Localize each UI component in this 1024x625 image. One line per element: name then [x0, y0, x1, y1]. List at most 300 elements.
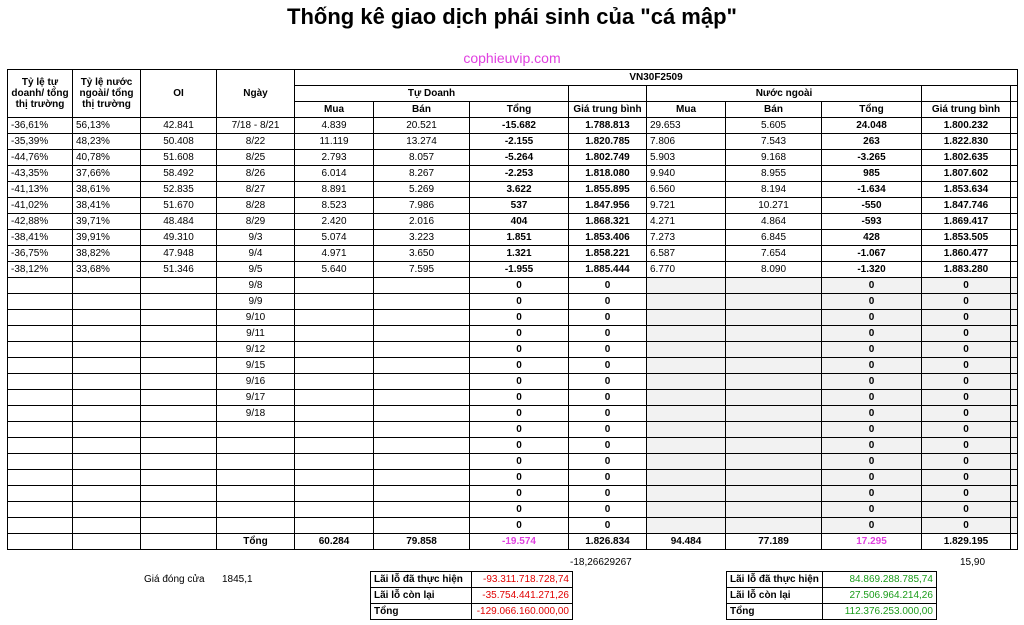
cell-nn-avg: 0: [922, 502, 1011, 518]
cell-nn-avg: 0: [922, 454, 1011, 470]
cell-td-sell: 7.986: [374, 198, 470, 214]
cell-oi: 51.608: [141, 150, 217, 166]
cell-td-total: 0: [470, 486, 569, 502]
cell-nn-avg: 0: [922, 310, 1011, 326]
cell-td-buy: [295, 390, 374, 406]
cell-nn-buy: [647, 470, 726, 486]
pl-td-open-label: Lãi lỗ còn lại: [371, 588, 472, 604]
cell-nn-sell: 9.168: [726, 150, 822, 166]
pl-row: [371, 572, 573, 588]
table-row: [8, 358, 1018, 374]
cell-nn-total: -3.265: [822, 150, 922, 166]
cell-nn-sell: 7.654: [726, 246, 822, 262]
cell-nn-avg: 0: [922, 390, 1011, 406]
totals-td-total: -19.574: [470, 534, 569, 550]
totals-nn-total: 17.295: [822, 534, 922, 550]
row-spacer: [1011, 182, 1018, 198]
header-td-ratio: Tỷ lệ tự doanh/ tổng thị trường: [8, 70, 73, 118]
cell-td-buy: [295, 470, 374, 486]
table-row: [8, 486, 1018, 502]
cell-nn-total: 0: [822, 518, 922, 534]
cell-td-total: 0: [470, 326, 569, 342]
cell-td-total: 0: [470, 342, 569, 358]
cell-nn-total: 0: [822, 470, 922, 486]
cell-date: 8/29: [217, 214, 295, 230]
cell-nn-avg: 1.853.505: [922, 230, 1011, 246]
header-spacer: [1011, 86, 1018, 102]
cell-nn-ratio: [73, 342, 141, 358]
cell-date: 9/10: [217, 310, 295, 326]
header-td-buy: Mua: [295, 102, 374, 118]
cell-td-ratio: [8, 326, 73, 342]
cell-nn-total: 985: [822, 166, 922, 182]
cell-nn-ratio: 39,91%: [73, 230, 141, 246]
cell-nn-buy: 9.940: [647, 166, 726, 182]
cell-td-buy: [295, 422, 374, 438]
total-cell: [8, 534, 73, 550]
cell-td-ratio: [8, 406, 73, 422]
pl-row: [727, 604, 937, 620]
cell-td-buy: 8.523: [295, 198, 374, 214]
cell-nn-total: 0: [822, 422, 922, 438]
header-group-nn: Nước ngoài: [647, 86, 922, 102]
cell-td-sell: 3.223: [374, 230, 470, 246]
cell-oi: [141, 342, 217, 358]
cell-td-sell: [374, 486, 470, 502]
cell-nn-buy: 6.770: [647, 262, 726, 278]
cell-td-total: 0: [470, 438, 569, 454]
cell-td-buy: 2.793: [295, 150, 374, 166]
table-row: [8, 214, 1018, 230]
pl-row: [371, 588, 573, 604]
header-nn-ratio: Tỷ lệ nước ngoài/ tổng thị trường: [73, 70, 141, 118]
cell-td-total: 3.622: [470, 182, 569, 198]
row-spacer: [1011, 278, 1018, 294]
cell-td-buy: 8.891: [295, 182, 374, 198]
table-body: [8, 118, 1018, 534]
header-oi: OI: [141, 70, 217, 118]
cell-nn-ratio: 37,66%: [73, 166, 141, 182]
cell-td-ratio: [8, 374, 73, 390]
cell-oi: [141, 310, 217, 326]
pl-nn-realized-value: 84.869.288.785,74: [822, 572, 936, 588]
cell-td-total: 0: [470, 358, 569, 374]
cell-td-sell: 5.269: [374, 182, 470, 198]
cell-td-sell: 8.057: [374, 150, 470, 166]
cell-nn-sell: [726, 518, 822, 534]
cell-td-avg: 1.855.895: [569, 182, 647, 198]
cell-date: 9/18: [217, 406, 295, 422]
pl-row: [727, 572, 937, 588]
cell-td-avg: 0: [569, 438, 647, 454]
cell-nn-ratio: [73, 310, 141, 326]
cell-td-avg: 0: [569, 486, 647, 502]
total-cell: [1011, 534, 1018, 550]
header-nn-total: Tổng: [822, 102, 922, 118]
cell-oi: [141, 278, 217, 294]
header-spacer: [1011, 102, 1018, 118]
cell-td-sell: [374, 470, 470, 486]
cell-oi: [141, 486, 217, 502]
cell-td-avg: 1.802.749: [569, 150, 647, 166]
cell-td-ratio: [8, 486, 73, 502]
cell-nn-sell: 8.090: [726, 262, 822, 278]
table-row: [8, 390, 1018, 406]
cell-td-avg: 0: [569, 406, 647, 422]
cell-nn-ratio: [73, 326, 141, 342]
cell-td-ratio: [8, 502, 73, 518]
cell-nn-sell: [726, 310, 822, 326]
cell-date: 9/16: [217, 374, 295, 390]
cell-td-ratio: [8, 310, 73, 326]
cell-td-ratio: [8, 438, 73, 454]
cell-td-sell: [374, 310, 470, 326]
cell-date: 9/12: [217, 342, 295, 358]
totals-td-sell: 79.858: [374, 534, 470, 550]
cell-nn-total: 0: [822, 406, 922, 422]
row-spacer: [1011, 486, 1018, 502]
cell-date: [217, 422, 295, 438]
cell-td-sell: [374, 518, 470, 534]
cell-td-avg: 0: [569, 278, 647, 294]
cell-nn-ratio: [73, 438, 141, 454]
cell-date: 9/4: [217, 246, 295, 262]
cell-nn-total: -593: [822, 214, 922, 230]
cell-td-total: 0: [470, 310, 569, 326]
cell-td-total: -1.955: [470, 262, 569, 278]
cell-td-total: 404: [470, 214, 569, 230]
cell-nn-buy: [647, 374, 726, 390]
row-spacer: [1011, 518, 1018, 534]
cell-nn-avg: 1.860.477: [922, 246, 1011, 262]
cell-td-avg: 0: [569, 518, 647, 534]
cell-nn-ratio: [73, 470, 141, 486]
cell-td-buy: 4.839: [295, 118, 374, 134]
header-date: Ngày: [217, 70, 295, 118]
total-cell: [141, 534, 217, 550]
row-spacer: [1011, 134, 1018, 150]
cell-nn-buy: 9.721: [647, 198, 726, 214]
cell-td-ratio: [8, 342, 73, 358]
row-spacer: [1011, 214, 1018, 230]
header-td-sell: Bán: [374, 102, 470, 118]
row-spacer: [1011, 342, 1018, 358]
cell-td-total: 0: [470, 294, 569, 310]
cell-nn-avg: 0: [922, 358, 1011, 374]
cell-date: 7/18 - 8/21: [217, 118, 295, 134]
cell-td-buy: [295, 326, 374, 342]
cell-nn-ratio: [73, 278, 141, 294]
cell-date: 9/8: [217, 278, 295, 294]
cell-nn-buy: 7.806: [647, 134, 726, 150]
cell-date: [217, 470, 295, 486]
cell-nn-ratio: [73, 486, 141, 502]
pl-row: [371, 604, 573, 620]
cell-nn-avg: 0: [922, 294, 1011, 310]
cell-oi: 47.948: [141, 246, 217, 262]
cell-date: 8/27: [217, 182, 295, 198]
pl-td-total-value: -129.066.160.000,00: [472, 604, 573, 620]
cell-td-avg: 0: [569, 310, 647, 326]
cell-nn-sell: 4.864: [726, 214, 822, 230]
cell-td-avg: 0: [569, 342, 647, 358]
cell-oi: 48.484: [141, 214, 217, 230]
cell-nn-avg: 1.807.602: [922, 166, 1011, 182]
cell-date: 8/26: [217, 166, 295, 182]
cell-oi: 50.408: [141, 134, 217, 150]
header-nn-sell: Bán: [726, 102, 822, 118]
cell-td-ratio: -36,61%: [8, 118, 73, 134]
header-spacer: [569, 86, 647, 102]
cell-oi: 51.670: [141, 198, 217, 214]
cell-nn-sell: [726, 278, 822, 294]
cell-nn-buy: [647, 358, 726, 374]
cell-oi: [141, 374, 217, 390]
cell-nn-total: 0: [822, 454, 922, 470]
table-row: [8, 278, 1018, 294]
cell-td-total: 0: [470, 406, 569, 422]
row-spacer: [1011, 502, 1018, 518]
cell-nn-ratio: [73, 502, 141, 518]
totals-nn-avg: 1.829.195: [922, 534, 1011, 550]
cell-td-ratio: -41,13%: [8, 182, 73, 198]
cell-nn-avg: 1.853.634: [922, 182, 1011, 198]
cell-nn-buy: 5.903: [647, 150, 726, 166]
cell-nn-sell: [726, 374, 822, 390]
cell-td-ratio: -43,35%: [8, 166, 73, 182]
table-row: [8, 230, 1018, 246]
cell-oi: [141, 294, 217, 310]
cell-td-sell: 8.267: [374, 166, 470, 182]
row-spacer: [1011, 230, 1018, 246]
cell-nn-buy: [647, 278, 726, 294]
cell-nn-avg: 0: [922, 326, 1011, 342]
cell-td-avg: 1.820.785: [569, 134, 647, 150]
cell-nn-buy: [647, 294, 726, 310]
cell-td-buy: [295, 454, 374, 470]
cell-nn-total: 0: [822, 438, 922, 454]
cell-td-avg: 1.853.406: [569, 230, 647, 246]
cell-date: [217, 438, 295, 454]
cell-nn-total: 428: [822, 230, 922, 246]
cell-td-ratio: -35,39%: [8, 134, 73, 150]
cell-nn-ratio: 38,41%: [73, 198, 141, 214]
cell-nn-sell: [726, 294, 822, 310]
row-spacer: [1011, 470, 1018, 486]
cell-nn-buy: [647, 342, 726, 358]
cell-td-avg: 0: [569, 502, 647, 518]
cell-nn-ratio: 48,23%: [73, 134, 141, 150]
cell-td-ratio: [8, 422, 73, 438]
table-row: [8, 406, 1018, 422]
cell-td-total: 0: [470, 374, 569, 390]
row-spacer: [1011, 358, 1018, 374]
cell-td-avg: 0: [569, 358, 647, 374]
cell-td-ratio: -36,75%: [8, 246, 73, 262]
cell-oi: [141, 326, 217, 342]
header-group-td: Tự Doanh: [295, 86, 569, 102]
cell-td-ratio: [8, 390, 73, 406]
table-row: [8, 326, 1018, 342]
cell-td-ratio: [8, 294, 73, 310]
pl-td-realized-value: -93.311.718.728,74: [472, 572, 573, 588]
cell-td-buy: [295, 406, 374, 422]
cell-oi: 49.310: [141, 230, 217, 246]
cell-nn-avg: 0: [922, 342, 1011, 358]
cell-td-sell: [374, 342, 470, 358]
header-td-total: Tổng: [470, 102, 569, 118]
cell-td-ratio: -38,12%: [8, 262, 73, 278]
cell-td-sell: [374, 294, 470, 310]
table-row: [8, 342, 1018, 358]
cell-date: 9/11: [217, 326, 295, 342]
cell-nn-avg: 0: [922, 278, 1011, 294]
cell-td-total: 0: [470, 470, 569, 486]
pl-nn-realized-label: Lãi lỗ đã thực hiện: [727, 572, 823, 588]
cell-oi: [141, 390, 217, 406]
cell-nn-sell: [726, 486, 822, 502]
cell-nn-total: -1.634: [822, 182, 922, 198]
totals-nn-sell: 77.189: [726, 534, 822, 550]
header-td-avg: Giá trung bình: [569, 102, 647, 118]
cell-oi: [141, 502, 217, 518]
cell-nn-total: -1.067: [822, 246, 922, 262]
table-row: [8, 118, 1018, 134]
cell-nn-sell: [726, 438, 822, 454]
cell-nn-total: 0: [822, 390, 922, 406]
cell-nn-avg: 1.822.830: [922, 134, 1011, 150]
table-row: [8, 438, 1018, 454]
cell-nn-avg: 0: [922, 422, 1011, 438]
cell-td-ratio: [8, 358, 73, 374]
cell-td-avg: 0: [569, 454, 647, 470]
table-row: [8, 198, 1018, 214]
totals-row: [8, 534, 1018, 550]
cell-nn-buy: 6.587: [647, 246, 726, 262]
cell-nn-ratio: 38,82%: [73, 246, 141, 262]
cell-td-sell: [374, 422, 470, 438]
row-spacer: [1011, 422, 1018, 438]
totals-td-avg: 1.826.834: [569, 534, 647, 550]
cell-td-ratio: [8, 454, 73, 470]
cell-td-ratio: [8, 278, 73, 294]
header-nn-buy: Mua: [647, 102, 726, 118]
cell-nn-ratio: [73, 358, 141, 374]
cell-nn-buy: [647, 438, 726, 454]
cell-nn-total: 0: [822, 342, 922, 358]
cell-nn-avg: 1.802.635: [922, 150, 1011, 166]
row-spacer: [1011, 390, 1018, 406]
cell-td-buy: 5.074: [295, 230, 374, 246]
cell-oi: 51.346: [141, 262, 217, 278]
cell-nn-total: 24.048: [822, 118, 922, 134]
td-diff-note: -18,26629267: [570, 557, 632, 568]
cell-oi: [141, 518, 217, 534]
cell-nn-avg: 0: [922, 406, 1011, 422]
cell-td-avg: 0: [569, 294, 647, 310]
cell-td-ratio: -38,41%: [8, 230, 73, 246]
cell-nn-ratio: 40,78%: [73, 150, 141, 166]
cell-nn-sell: [726, 342, 822, 358]
cell-nn-sell: 7.543: [726, 134, 822, 150]
site-link[interactable]: cophieuvip.com: [463, 50, 561, 66]
table-row: [8, 166, 1018, 182]
cell-td-sell: [374, 358, 470, 374]
table-row: [8, 262, 1018, 278]
cell-td-buy: [295, 518, 374, 534]
cell-td-avg: 1.885.444: [569, 262, 647, 278]
cell-td-avg: 1.858.221: [569, 246, 647, 262]
cell-nn-total: -550: [822, 198, 922, 214]
cell-td-avg: 1.868.321: [569, 214, 647, 230]
cell-nn-total: 0: [822, 294, 922, 310]
cell-nn-buy: 4.271: [647, 214, 726, 230]
cell-date: 8/22: [217, 134, 295, 150]
cell-td-buy: [295, 342, 374, 358]
pl-nn-open-label: Lãi lỗ còn lại: [727, 588, 823, 604]
cell-td-avg: 1.818.080: [569, 166, 647, 182]
cell-nn-sell: [726, 502, 822, 518]
cell-oi: [141, 438, 217, 454]
pl-td-open-value: -35.754.441.271,26: [472, 588, 573, 604]
pl-td-total-label: Tổng: [371, 604, 472, 620]
cell-td-buy: 11.119: [295, 134, 374, 150]
cell-nn-avg: 1.800.232: [922, 118, 1011, 134]
cell-date: 8/25: [217, 150, 295, 166]
cell-td-total: 1.851: [470, 230, 569, 246]
cell-td-sell: [374, 374, 470, 390]
header-spacer: [922, 86, 1011, 102]
cell-nn-sell: [726, 406, 822, 422]
cell-nn-buy: 29.653: [647, 118, 726, 134]
cell-td-ratio: -44,76%: [8, 150, 73, 166]
cell-td-sell: 3.650: [374, 246, 470, 262]
table-row: [8, 502, 1018, 518]
cell-nn-sell: [726, 390, 822, 406]
cell-date: 8/28: [217, 198, 295, 214]
pl-nn-open-value: 27.506.964.214,26: [822, 588, 936, 604]
pl-table-td: [370, 571, 573, 620]
row-spacer: [1011, 310, 1018, 326]
cell-td-ratio: [8, 518, 73, 534]
cell-nn-ratio: [73, 406, 141, 422]
cell-td-buy: 6.014: [295, 166, 374, 182]
cell-nn-total: 0: [822, 310, 922, 326]
nn-diff-note: 15,90: [960, 557, 986, 568]
cell-nn-avg: 0: [922, 518, 1011, 534]
cell-oi: 58.492: [141, 166, 217, 182]
cell-td-buy: [295, 374, 374, 390]
pl-table-nn: [726, 571, 937, 620]
table-row: [8, 470, 1018, 486]
totals-label: Tổng: [217, 534, 295, 550]
table-row: [8, 182, 1018, 198]
row-spacer: [1011, 262, 1018, 278]
cell-date: 9/15: [217, 358, 295, 374]
cell-td-buy: [295, 310, 374, 326]
totals-nn-buy: 94.484: [647, 534, 726, 550]
cell-oi: 42.841: [141, 118, 217, 134]
cell-nn-ratio: [73, 454, 141, 470]
table-row: [8, 310, 1018, 326]
cell-td-total: 0: [470, 390, 569, 406]
row-spacer: [1011, 374, 1018, 390]
cell-td-total: -5.264: [470, 150, 569, 166]
cell-nn-total: 0: [822, 502, 922, 518]
cell-oi: [141, 406, 217, 422]
table-row: [8, 422, 1018, 438]
cell-td-total: 0: [470, 278, 569, 294]
